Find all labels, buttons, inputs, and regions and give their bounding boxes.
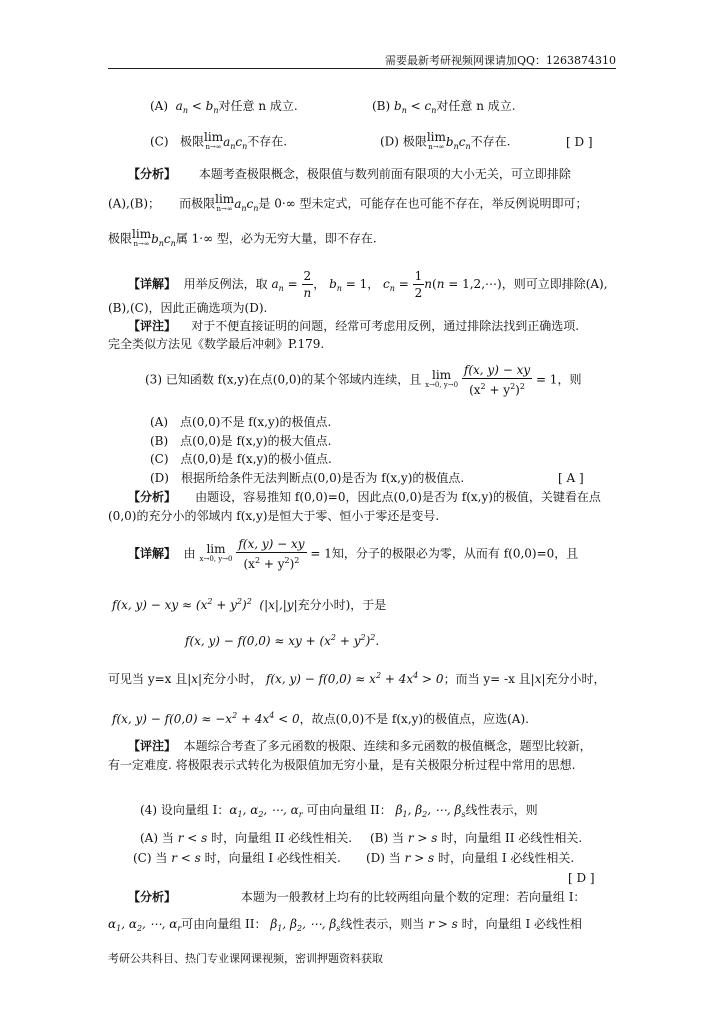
analysis-3: 【分析】 由题设，容易推知 f(0,0)=0，因此点(0,0)是否为 f(x,y)的极值，关键看在点	[128, 490, 601, 504]
answer-3: [ A ]	[558, 471, 584, 485]
note-2-line2: 完全类似方法见《数学最后冲刺》P.179.	[108, 337, 325, 351]
detail-2: 【详解】 用举反例法，取 $a_n$ = $\frac{2}{n}$ ， $b_n = 1$， $c_n$ = $\frac{1}{2}$ n(n = 1,2,⋯)，则可立即排除(A),	[128, 269, 608, 300]
case-line-2: f(x, $y) - f(0,0) \approx -x^2 + 4x^4 < 0$，故点(0,0)不是 f(x,y)的极值点，应选(A).	[112, 711, 529, 726]
detail-2-line2: (B),(C)，因此正确选项为(D).	[108, 301, 268, 315]
equation-1: f(x, y) − xy ≈ $(x^2 + y^2)^2$ (|x|,|y|充分小时)，于是	[112, 597, 387, 612]
option-a: (A) $a_n < b_n$对任意 n 成立.	[150, 99, 298, 115]
analysis-2-line2: (A),(B)； 而极限 lim n→∞ $a_nc_n$是 0·∞ 型未定式，可能存在也可能不存在，举反例说明即可；	[108, 192, 588, 213]
equation-2: f(x, y) − f(0,0) ≈ xy + $(x^2 + y^2)^2$.	[185, 633, 380, 648]
answer-2: [ D ]	[566, 135, 593, 149]
option-c: (C) 极限 lim n→∞ $a_nc_n$不存在.	[150, 130, 288, 151]
p3-option-a: (A) 点(0,0)不是 f(x,y)的极值点.	[150, 415, 332, 429]
p4-option-d: (D) 当 r > s 时，向量组 I 必线性相关.	[366, 851, 575, 865]
note-3: 【评注】 本题综合考查了多元函数的极限、连续和多元函数的极值概念，题型比较新，	[128, 739, 592, 753]
option-d: (D) 极限 lim n→∞ $b_nc_n$不存在.	[380, 130, 511, 151]
p3-option-c: (C) 点(0,0)是 f(x,y)的极小值点.	[150, 452, 332, 466]
analysis-4: 【分析】 本题为一般教材上均有的比较两组向量个数的定理：若向量组 I：	[128, 890, 586, 904]
p4-option-a: (A) 当 r < s 时，向量组 II 必线性相关.	[140, 831, 353, 845]
note-2: 【评注】 对于不便直接证明的问题，经常可考虑用反例，通过排除法找到正确选项.	[128, 319, 580, 333]
p3-option-d: (D) 根据所给条件无法判断点(0,0)是否为 f(x,y)的极值点.	[150, 471, 465, 485]
header-rule	[108, 68, 616, 69]
analysis-2-line3: 极限 lim n→∞ $b_nc_n$属 1·∞ 型，必为无穷大量，即不存在.	[108, 227, 377, 248]
note-3-line2: 有一定难度. 将极限表示式转化为极限值加无穷小量，是有关极限分析过程中常用的思想.	[108, 758, 576, 772]
detail-3: 【详解】 由 lim x→0, y→0 $\frac{f(x, y) - xy}{(x^2 + y^2)^2}$ = 1知，分子的极限必为零，从而有 f(0,0)=0，且	[128, 537, 579, 571]
analysis-2: 【分析】 本题考查极限概念，极限值与数列前面有限项的大小无关，可立即排除	[128, 167, 571, 181]
answer-4: [ D ]	[568, 871, 595, 885]
analysis-4-line2: $\alpha_1$, $\alpha_2$, ⋯, $\alpha_r$可由向量组 II： $\beta_1$, $\beta_2$, ⋯, $\beta_s$线性表示，则当 r > s 时，向量组 I 必线性相	[108, 917, 582, 933]
case-line: 可见当 y=x 且|x|充分小时， f(x, $y) - f(0,0) \approx x^2 + 4x^4 > 0$；而当 y= -x 且|x|充分小时，	[108, 671, 606, 686]
p4-option-c: (C) 当 r < s 时，向量组 I 必线性相关.	[133, 851, 341, 865]
analysis-3-line2: (0,0)的充分小的邻域内 f(x,y)是恒大于零、恒小于零还是变号.	[108, 509, 440, 523]
p3-option-b: (B) 点(0,0)是 f(x,y)的极大值点.	[150, 434, 332, 448]
page-footer: 考研公共科目、热门专业课网课视频，密训押题资料获取	[108, 952, 383, 965]
page-header: 需要最新考研视频网课请加QQ：1263874310	[384, 54, 616, 67]
problem-4-stem: (4) 设向量组 I：$\alpha_1$, $\alpha_2$, ⋯, $\alpha_r$ 可由向量组 II： $\beta_1$, $\beta_2$, ⋯, $\beta_s$线性表示，则	[140, 803, 538, 819]
option-b: (B) $b_n < c_n$对任意 n 成立.	[372, 99, 516, 115]
p4-option-b: (B) 当 r > s 时，向量组 II 必线性相关.	[370, 831, 583, 845]
problem-3-stem: (3) 已知函数 f(x,y)在点(0,0)的某个邻域内连续，且 lim x→0, y→0 $\frac{f(x, y) - xy}{(x^2 + y^2)^2}$ = 1，则	[145, 363, 582, 397]
